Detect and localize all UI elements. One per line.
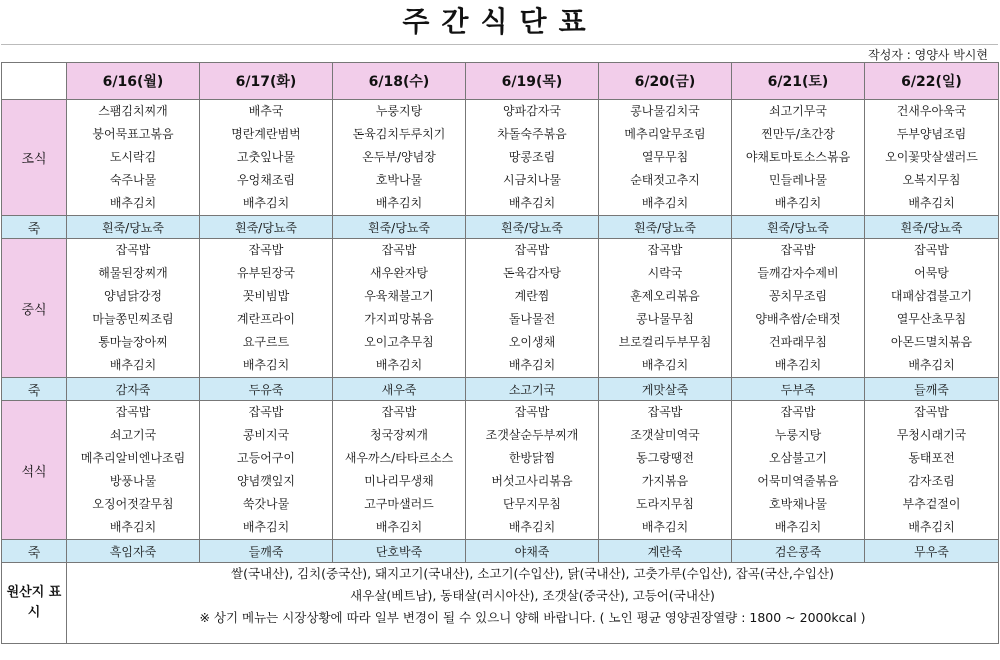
porridge-item: 단호박죽 [333,540,466,563]
menu-item: 호박채나물 [769,497,827,511]
menu-item: 배추김치 [242,196,290,210]
menu-item: 잡곡밥 [780,405,816,419]
dinner-label: 석식 [2,401,67,540]
menu-item: 메추리알무조림 [624,127,706,141]
menu-item: 무청시래기국 [896,428,967,442]
menu-item: 건새우아욱국 [896,104,967,118]
menu-item: 찐만두/초간장 [761,127,835,141]
menu-item: 배추김치 [242,520,290,534]
menu-item: 잡곡밥 [381,243,417,257]
menu-item: 배추김치 [375,520,423,534]
menu-item: 돈육김치두루치기 [352,127,446,141]
menu-item: 쇠고기무국 [769,104,827,118]
menu-item: 콩나물무침 [636,312,694,326]
dinner-day-cell [67,401,200,540]
menu-item: 대패삼겹불고기 [890,289,973,303]
menu-item: 누룽지탕 [774,428,822,442]
menu-item: 누룽지탕 [375,104,423,118]
menu-item: 배추김치 [908,520,955,534]
menu-item: 동그랑땡전 [636,451,694,465]
menu-item: 오복지무침 [902,173,961,187]
dinner-row [2,401,999,540]
menu-item: 양념깻잎지 [237,474,295,488]
menu-item: 잡곡밥 [514,243,550,257]
porridge-item: 흰죽/당뇨죽 [732,216,865,239]
porridge-item: 흰죽/당뇨죽 [333,216,466,239]
menu-item: 유부된장국 [237,266,295,280]
menu-item: 계란찜 [514,289,550,303]
menu-item: 열무산초무침 [896,312,967,326]
menu-item: 어묵탕 [914,266,949,280]
menu-item: 계란프라이 [237,312,295,326]
porridge-item: 계란죽 [599,540,732,563]
day-header: 6/20(금) [599,63,732,100]
menu-item: 배추김치 [242,358,290,372]
menu-item: 아몬드멸치볶음 [890,335,973,349]
menu-item: 야채토마토소스볶음 [745,150,851,164]
menu-item: 건파래무침 [769,335,827,349]
lunch-day-cell [333,239,466,378]
menu-item: 메추리알비엔나조림 [80,451,186,465]
porridge-item: 흰죽/당뇨죽 [865,216,999,239]
origin-label: 원산지 표시 [2,563,67,644]
lunch-day-cell [67,239,200,378]
breakfast-porridge-label: 죽 [2,216,67,239]
menu-item: 오이꽃맛살샐러드 [885,150,978,164]
menu-item: 조갯살순두부찌개 [485,428,579,442]
dinner-day-cell [599,401,732,540]
dinner-day-cell [333,401,466,540]
menu-item: 청국장찌개 [370,428,428,442]
menu-item: 요구르트 [242,335,290,349]
breakfast-day-cell [732,100,865,216]
menu-item: 부추겉절이 [902,497,961,511]
dinner-day-cell [200,401,333,540]
porridge-item: 새우죽 [333,378,466,401]
day-header: 6/18(수) [333,63,466,100]
breakfast-day-cell [200,100,333,216]
breakfast-porridge-row [2,216,999,239]
author-line: 작성자 : 영양사 박시현 [868,48,988,62]
origin-line: 새우살(베트남), 동태살(러시아산), 조갯살(중국산), 고등어(국내산) [350,588,715,603]
day-header: 6/16(월) [67,63,200,100]
day-header: 6/19(목) [466,63,599,100]
menu-item: 우엉채조림 [237,173,295,187]
menu-item: 해물된장찌개 [98,266,168,280]
menu-item: 호박나물 [375,173,423,187]
menu-item: 배추김치 [908,358,955,372]
menu-item: 브로컬리두부무침 [618,335,712,349]
menu-item: 붕어묵표고볶음 [92,127,174,141]
porridge-item: 야채죽 [466,540,599,563]
menu-item: 조갯살미역국 [630,428,700,442]
menu-item: 열무무침 [641,150,689,164]
breakfast-day-cell [466,100,599,216]
menu-item: 잡곡밥 [647,243,683,257]
menu-item: 잡곡밥 [248,405,284,419]
menu-item: 배추김치 [641,196,689,210]
menu-item: 잡곡밥 [248,243,284,257]
menu-item: 오이고추무침 [364,335,434,349]
menu-item: 숙주나물 [109,173,157,187]
menu-item: 감자조림 [908,474,955,488]
lunch-porridge-label: 죽 [2,378,67,401]
lunch-row [2,239,999,378]
menu-item: 잡곡밥 [381,405,417,419]
menu-item: 배추김치 [641,520,689,534]
menu-change-note: ※ 상기 메뉴는 시장상황에 따라 일부 변경이 될 수 있으니 양해 바랍니다. ( 노인 평균 영양권장열량 : 1800 ~ 2000kcal ) [199,610,866,625]
menu-item: 스팸김치찌개 [98,104,168,118]
menu-item: 순태젓고추지 [630,173,700,187]
menu-item: 마늘쫑민찌조림 [92,312,174,326]
porridge-item: 소고기국 [466,378,599,401]
origin-info [67,563,999,644]
menu-item: 배추김치 [109,520,157,534]
day-header: 6/17(화) [200,63,333,100]
menu-item: 배추김치 [109,358,157,372]
menu-item: 배추김치 [508,196,556,210]
menu-item: 민들레나물 [769,173,827,187]
breakfast-day-cell [865,100,999,216]
menu-item: 배추김치 [508,520,556,534]
menu-item: 돌나물전 [508,312,556,326]
porridge-item: 게맛살죽 [599,378,732,401]
menu-item: 배추김치 [641,358,689,372]
menu-item: 콩비지국 [242,428,290,442]
menu-item: 잡곡밥 [115,243,151,257]
menu-item: 잡곡밥 [914,243,949,257]
menu-item: 배추김치 [774,358,822,372]
menu-item: 들깨감자수제비 [757,266,839,280]
origin-row [2,563,999,644]
lunch-day-cell [599,239,732,378]
menu-item: 배추김치 [774,520,822,534]
lunch-day-cell [865,239,999,378]
menu-item: 미나리무생채 [364,474,434,488]
menu-item: 고등어구이 [237,451,295,465]
menu-item: 우육채불고기 [364,289,434,303]
menu-item: 도시락김 [109,150,157,164]
dinner-day-cell [865,401,999,540]
menu-item: 쑥갓나물 [242,497,290,511]
menu-item: 배추김치 [774,196,822,210]
menu-item: 훈제오리볶음 [630,289,700,303]
porridge-item: 흑임자죽 [67,540,200,563]
menu-item: 도라지무침 [636,497,694,511]
menu-item: 배추김치 [375,358,423,372]
menu-item: 통마늘장아찌 [98,335,168,349]
breakfast-day-cell [333,100,466,216]
lunch-day-cell [200,239,333,378]
menu-item: 콩나물김치국 [630,104,700,118]
porridge-item: 두부죽 [732,378,865,401]
menu-item: 온두부/양념장 [362,150,436,164]
menu-item: 잡곡밥 [647,405,683,419]
menu-item: 단무지무침 [503,497,561,511]
menu-item: 차돌숙주볶음 [497,127,567,141]
menu-item: 가지피망볶음 [364,312,434,326]
origin-line: 쌀(국내산), 김치(중국산), 돼지고기(국내산), 소고기(수입산), 닭(국내산), 고춧가루(수입산), 잡곡(국산,수입산) [231,566,834,581]
breakfast-day-cell [599,100,732,216]
breakfast-row [2,100,999,216]
porridge-item: 흰죽/당뇨죽 [200,216,333,239]
title-divider [1,44,998,45]
porridge-item: 들깨죽 [865,378,999,401]
porridge-item: 감자죽 [67,378,200,401]
dinner-day-cell [466,401,599,540]
menu-item: 배추김치 [375,196,423,210]
menu-item: 새우완자탕 [370,266,428,280]
menu-item: 양념닭강정 [104,289,162,303]
dinner-porridge-label: 죽 [2,540,67,563]
corner-cell [2,63,67,100]
menu-item: 배추김치 [109,196,157,210]
menu-item: 한방닭찜 [508,451,556,465]
menu-item: 고춧잎나물 [237,150,295,164]
dinner-porridge-row [2,540,999,563]
day-header-row [2,63,999,100]
menu-item: 잡곡밥 [115,405,151,419]
lunch-porridge-row [2,378,999,401]
menu-item: 오이생채 [508,335,556,349]
menu-item: 꼿비빔밥 [242,289,290,303]
menu-item: 잡곡밥 [514,405,550,419]
menu-item: 양파감자국 [503,104,561,118]
menu-item: 돈육감자탕 [503,266,561,280]
menu-item: 동태포전 [908,451,955,465]
menu-item: 배추김치 [508,358,556,372]
dinner-day-cell [732,401,865,540]
porridge-item: 흰죽/당뇨죽 [466,216,599,239]
menu-item: 양배추쌈/순태젓 [755,312,841,326]
menu-item: 가지볶음 [641,474,689,488]
menu-item: 어묵미역줄볶음 [757,474,839,488]
menu-item: 배추김치 [908,196,955,210]
menu-item: 고구마샐러드 [364,497,434,511]
breakfast-label: 조식 [2,100,67,216]
menu-item: 오삼불고기 [769,451,827,465]
menu-item: 꽁치무조림 [769,289,827,303]
lunch-day-cell [466,239,599,378]
weekly-menu-table [1,62,999,644]
menu-item: 잡곡밥 [780,243,816,257]
menu-item: 새우까스/타타르소스 [344,451,454,465]
menu-item: 두부양념조림 [896,127,967,141]
menu-item: 배추국 [248,104,284,118]
page-title: 주간식단표 [402,5,598,38]
lunch-day-cell [732,239,865,378]
menu-item: 땅콩조림 [508,150,556,164]
menu-item: 명란계란범벅 [231,127,301,141]
porridge-item: 들깨죽 [200,540,333,563]
menu-item: 오징어젓갈무침 [92,497,174,511]
porridge-item: 검은콩죽 [732,540,865,563]
menu-item: 시락국 [647,266,683,280]
lunch-label: 중식 [2,239,67,378]
menu-item: 버섯고사리볶음 [491,474,573,488]
porridge-item: 흰죽/당뇨죽 [67,216,200,239]
menu-item: 시금치나물 [503,173,561,187]
day-header: 6/22(일) [865,63,999,100]
day-header: 6/21(토) [732,63,865,100]
menu-item: 잡곡밥 [914,405,949,419]
menu-item: 방풍나물 [109,474,157,488]
porridge-item: 두유죽 [200,378,333,401]
menu-item: 쇠고기국 [109,428,157,442]
breakfast-day-cell [67,100,200,216]
porridge-item: 무우죽 [865,540,999,563]
porridge-item: 흰죽/당뇨죽 [599,216,732,239]
